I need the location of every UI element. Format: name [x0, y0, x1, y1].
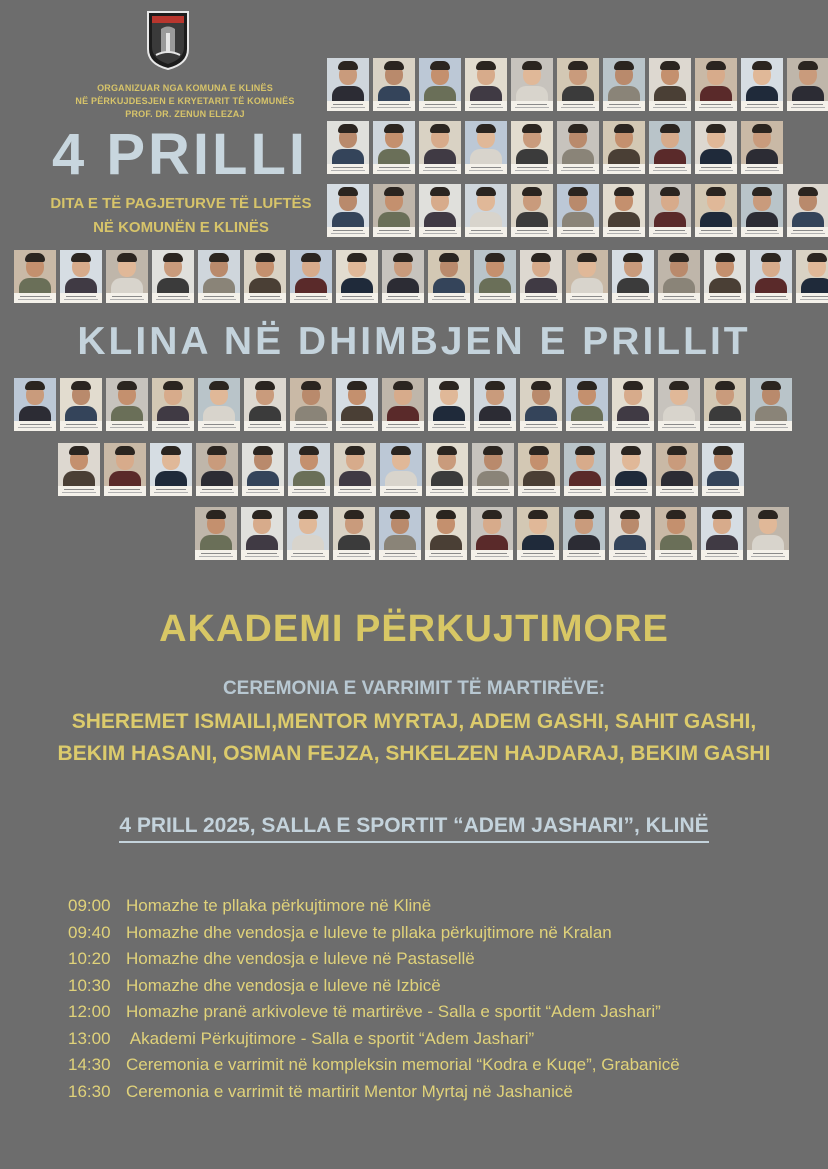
memorial-portrait [750, 250, 792, 303]
memorial-portrait [511, 184, 553, 237]
organizer-line-3: PROF. DR. ZENUN ELEZAJ [125, 109, 245, 119]
memorial-portrait [557, 184, 599, 237]
memorial-portrait [557, 121, 599, 174]
memorial-portrait [609, 507, 651, 560]
martyr-names [0, 706, 828, 770]
memorial-portrait [288, 443, 330, 496]
schedule-text: Ceremonia e varrimit në kompleksin memorial “Kodra e Kuqe”, Grabanicë [126, 1055, 680, 1074]
portrait-row-2 [327, 121, 783, 174]
ceremonia-title: CEREMONIA E VARRIMIT TË MARTIRËVE: [222, 678, 606, 699]
schedule-time: 16:30 [68, 1081, 111, 1101]
memorial-portrait [658, 378, 700, 431]
memorial-portrait [382, 250, 424, 303]
subtitle-line-1: DITA E TË PAGJETURVE TË LUFTËS [50, 195, 312, 212]
schedule-item [68, 1079, 808, 1106]
memorial-portrait [603, 121, 645, 174]
schedule-item [68, 999, 808, 1026]
schedule-text: Homazhe dhe vendosja e luleve në Izbicë [126, 975, 441, 995]
memorial-portrait [511, 58, 553, 111]
schedule-list [68, 893, 808, 1105]
memorial-portrait [465, 121, 507, 174]
memorial-portrait [511, 121, 553, 174]
memorial-portrait [373, 121, 415, 174]
memorial-portrait [428, 250, 470, 303]
page-title: 4 PRILLI [51, 122, 309, 187]
memorial-portrait [564, 443, 606, 496]
memorial-portrait [195, 507, 237, 560]
schedule-text: Homazhe pranë arkivoleve të martirëve - Salla e sportit “Adem Jashari” [126, 1002, 661, 1021]
memorial-portrait [471, 507, 513, 560]
memorial-portrait [465, 58, 507, 111]
memorial-portrait [747, 507, 789, 560]
memorial-portrait [520, 250, 562, 303]
schedule-text: Homazhe dhe vendosja e luleve te pllaka përkujtimore në Kralan [126, 922, 612, 942]
memorial-portrait [327, 58, 369, 111]
memorial-portrait [649, 58, 691, 111]
schedule-text: Ceremonia e varrimit të martirit Mentor Myrtaj në Jashanicë [126, 1081, 573, 1101]
martyr-names-line-2: BEKIM HASANI, OSMAN FEJZA, SHKELZEN HAJDARAJ, BEKIM GASHI [57, 742, 771, 765]
memorial-portrait [104, 443, 146, 496]
memorial-portrait [520, 378, 562, 431]
memorial-portrait [474, 378, 516, 431]
event-date-venue [0, 812, 828, 843]
schedule-time: 12:00 [68, 1002, 111, 1021]
schedule-item [68, 920, 808, 947]
schedule-text: Homazhe te pllaka përkujtimore në Klinë [126, 896, 432, 915]
portrait-row-1 [327, 58, 828, 111]
memorial-portrait [241, 507, 283, 560]
memorial-portrait [603, 58, 645, 111]
memorial-portrait [196, 443, 238, 496]
memorial-portrait [150, 443, 192, 496]
memorial-portrait [290, 250, 332, 303]
memorial-portrait [695, 58, 737, 111]
memorial-portrait [14, 250, 56, 303]
memorial-portrait [612, 378, 654, 431]
event-date-venue-text: 4 PRILL 2025, SALLA E SPORTIT “ADEM JASHARI”, KLINË [119, 812, 708, 843]
memorial-portrait [656, 443, 698, 496]
schedule-time: 09:00 [68, 896, 111, 915]
memorial-portrait [336, 378, 378, 431]
memorial-portrait [382, 378, 424, 431]
memorial-portrait [58, 443, 100, 496]
memorial-portrait [655, 507, 697, 560]
memorial-portrait [425, 507, 467, 560]
memorial-portrait [787, 184, 828, 237]
municipality-crest-icon [145, 9, 191, 71]
memorial-portrait [152, 378, 194, 431]
memorial-portrait [106, 378, 148, 431]
page-subtitle [40, 192, 322, 240]
memorial-portrait [380, 443, 422, 496]
memorial-portrait [612, 250, 654, 303]
memorial-portrait [649, 121, 691, 174]
memorial-portrait [60, 250, 102, 303]
schedule-item [68, 946, 808, 973]
memorial-portrait [704, 250, 746, 303]
organizer-text [40, 82, 330, 121]
memorial-portrait [426, 443, 468, 496]
schedule-item [68, 1026, 808, 1053]
memorial-portrait [741, 184, 783, 237]
memorial-portrait [704, 378, 746, 431]
subtitle-line-2: NË KOMUNËN E KLINËS [93, 219, 269, 236]
banner-title: KLINA NË DHIMBJEN E PRILLIT [77, 320, 751, 363]
memorial-portrait [60, 378, 102, 431]
schedule-time: 13:00 [68, 1028, 111, 1048]
memorial-portrait [428, 378, 470, 431]
memorial-portrait [287, 507, 329, 560]
memorial-portrait [379, 507, 421, 560]
memorial-portrait [557, 58, 599, 111]
memorial-portrait [244, 378, 286, 431]
memorial-portrait [336, 250, 378, 303]
schedule-item [68, 973, 808, 1000]
schedule-text: Homazhe dhe vendosja e luleve në Pastasellë [126, 949, 475, 968]
memorial-portrait [610, 443, 652, 496]
memorial-portrait [563, 507, 605, 560]
memorial-portrait [603, 184, 645, 237]
memorial-portrait [741, 121, 783, 174]
memorial-portrait [518, 443, 560, 496]
martyr-names-line-1: SHEREMET ISMAILI,MENTOR MYRTAJ, ADEM GASHI, SAHIT GASHI, [71, 710, 757, 733]
memorial-portrait [517, 507, 559, 560]
organizer-line-2: NË PËRKUJDESJEN E KRYETARIT TË KOMUNËS [75, 96, 295, 106]
memorial-portrait [152, 250, 194, 303]
memorial-portrait [649, 184, 691, 237]
memorial-portrait [419, 184, 461, 237]
memorial-portrait [566, 250, 608, 303]
memorial-portrait [244, 250, 286, 303]
memorial-portrait [658, 250, 700, 303]
schedule-time: 10:30 [68, 975, 111, 995]
memorial-portrait [333, 507, 375, 560]
portrait-row-6 [58, 443, 744, 496]
memorial-portrait [373, 184, 415, 237]
schedule-item [68, 1052, 808, 1079]
portrait-row-4 [14, 250, 828, 303]
memorial-portrait [750, 378, 792, 431]
portrait-row-5 [14, 378, 792, 431]
memorial-portrait [741, 58, 783, 111]
memorial-portrait [334, 443, 376, 496]
memorial-portrait [474, 250, 516, 303]
organizer-line-1: ORGANIZUAR NGA KOMUNA E KLINËS [97, 83, 273, 93]
schedule-time: 14:30 [68, 1055, 111, 1074]
memorial-portrait [695, 184, 737, 237]
memorial-portrait [701, 507, 743, 560]
schedule-text: Akademi Përkujtimore - Salla e sportit “Adem Jashari” [126, 1028, 535, 1048]
memorial-portrait [695, 121, 737, 174]
portrait-row-7 [195, 507, 789, 560]
schedule-item [68, 893, 808, 920]
memorial-portrait [290, 378, 332, 431]
memorial-portrait [242, 443, 284, 496]
memorial-portrait [327, 121, 369, 174]
schedule-time: 09:40 [68, 922, 111, 942]
memorial-portrait [702, 443, 744, 496]
memorial-portrait [796, 250, 828, 303]
portrait-row-3 [327, 184, 828, 237]
memorial-portrait [198, 250, 240, 303]
memorial-portrait [787, 58, 828, 111]
schedule-time: 10:20 [68, 949, 111, 968]
akademi-title: AKADEMI PËRKUJTIMORE [159, 608, 669, 650]
memorial-portrait [566, 378, 608, 431]
memorial-portrait [465, 184, 507, 237]
memorial-portrait [327, 184, 369, 237]
memorial-portrait [198, 378, 240, 431]
memorial-portrait [14, 378, 56, 431]
memorial-portrait [419, 58, 461, 111]
memorial-portrait [419, 121, 461, 174]
memorial-portrait [472, 443, 514, 496]
memorial-portrait [373, 58, 415, 111]
memorial-portrait [106, 250, 148, 303]
